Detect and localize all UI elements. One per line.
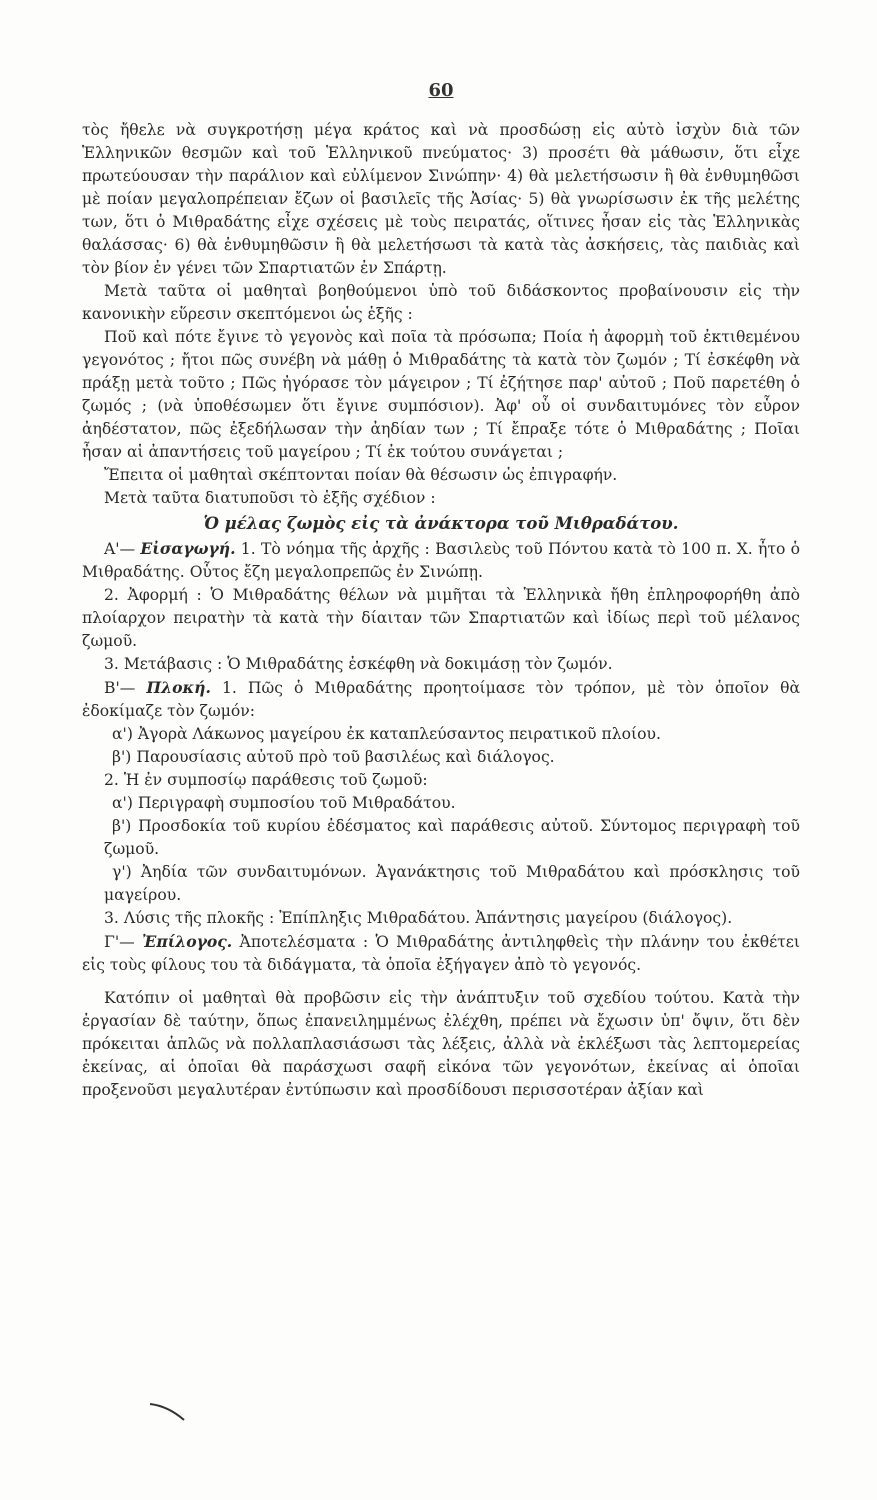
section-c-label: Γ'— bbox=[104, 933, 143, 951]
paragraph-method: Μετὰ ταῦτα οἱ μαθηταὶ βοηθούμενοι ὑπὸ τοῦ διδάσκοντος προβαίνουσιν εἰς τὴν κανονικὴν εὕρεσιν σκεπτόμενοι ὡς ἑξῆς : bbox=[82, 282, 800, 323]
section-a-item-2: 2. Ἀφορμή : Ὁ Μιθραδάτης θέλων νὰ μιμῆται τὰ Ἑλληνικὰ ἤθη ἐπληροφορήθη ἀπὸ πλοίαρχον πειρατὴν τὰ κατὰ τὴν δίαιταν τῶν Σπαρτιατῶν καὶ ἰδίως περὶ τοῦ μέλανος ζωμοῦ. bbox=[82, 586, 800, 650]
section-b-item-2: 2. Ἡ ἐν συμποσίῳ παράθεσις τοῦ ζωμοῦ: bbox=[104, 771, 428, 789]
outline-heading: Ὁ μέλας ζωμὸς εἰς τὰ ἀνάκτορα τοῦ Μιθραδάτου. bbox=[203, 514, 679, 533]
section-c-text: Ἀποτελέσματα : Ὁ Μιθραδάτης ἀντιληφθεὶς τὴν πλάνην του ἐκθέτει εἰς τοὺς φίλους του τὰ διδάγματα, τὰ ὁποῖα ἐξήγαγεν ἀπὸ τὸ γεγονός. bbox=[82, 933, 800, 974]
section-b bbox=[82, 676, 800, 723]
paragraph-intro: τὸς ἤθελε νὰ συγκροτήσῃ μέγα κράτος καὶ νὰ προσδώσῃ εἰς αὐτὸ ἰσχὺν διὰ τῶν Ἑλληνικῶν θεσμῶν καὶ τοῦ Ἑλληνικοῦ πνεύματος· 3) προσέτι θὰ μάθωσιν, ὅτι εἶχε πρωτεύουσαν τὴν παράλιον καὶ εὐλίμενον Σινώπην· 4) θὰ μελετήσωσιν ἢ θὰ ἐνθυμηθῶσι μὲ ποίαν μεγαλοπρέπειαν ἔζων οἱ βασιλεῖς τῆς Ἀσίας· 5) θὰ γνωρίσωσιν ἐκ τῆς μελέτης των, ὅτι ὁ Μιθραδάτης εἶχε σχέσεις μὲ τοὺς πειρατάς, οἵτινες ἦσαν εἰς τὰς Ἑλληνικὰς θαλάσσας· 6) θὰ ἐνθυμηθῶσιν ἢ θὰ μελετήσωσι τὰ κατὰ τὰς ἀσκήσεις, τὰς παιδιὰς καὶ τὸν βίον ἐν γένει τῶν Σπαρτιατῶν ἐν Σπάρτῃ. bbox=[82, 121, 800, 277]
paragraph-title-choice: Ἔπειτα οἱ μαθηταὶ σκέπτονται ποίαν θὰ θέσωσιν ὡς ἐπιγραφήν. bbox=[104, 466, 618, 484]
pen-stroke-mark bbox=[148, 1400, 188, 1422]
section-b-item-1b: β') Παρουσίασις αὐτοῦ πρὸ τοῦ βασιλέως καὶ διάλογος. bbox=[112, 748, 555, 766]
paragraph-questions: Ποῦ καὶ πότε ἔγινε τὸ γεγονὸς καὶ ποῖα τὰ πρόσωπα; Ποία ἡ ἀφορμὴ τοῦ ἐκτιθεμένου γεγονότος ; ἤτοι πῶς συνέβη νὰ μάθῃ ὁ Μιθραδάτης τὰ κατὰ τὸν ζωμόν ; Τί ἐσκέφθη νὰ πράξῃ μετὰ τοῦτο ; Πῶς ἠγόρασε τὸν μάγειρον ; Τί ἐζήτησε παρ' αὐτοῦ ; Ποῦ παρετέθη ὁ ζωμός ; (νὰ ὑποθέσωμεν ὅτι ἔγινε συμπόσιον). Ἀφ' οὗ οἱ συνδαιτυμόνες τὸν εὗρον ἀηδέστατον, πῶς ἐξεδήλωσαν τὴν ἀηδίαν των ; Τί ἔπραξε τότε ὁ Μιθραδάτης ; Ποῖαι ἦσαν αἱ ἀπαντήσεις τοῦ μαγείρου ; Τί ἐκ τούτου συνάγεται ; bbox=[82, 328, 800, 461]
section-a bbox=[82, 537, 800, 584]
spacer bbox=[82, 977, 800, 987]
section-b-label: Β'— bbox=[104, 679, 147, 697]
section-b-item-2a: α') Περιγραφὴ συμποσίου τοῦ Μιθραδάτου. bbox=[112, 794, 456, 812]
section-c-title: Ἐπίλογος. bbox=[142, 932, 233, 951]
section-c bbox=[82, 930, 800, 977]
section-b-title: Πλοκή. bbox=[146, 678, 211, 697]
page-number: 60 bbox=[428, 80, 454, 101]
paragraph-outline-intro: Μετὰ ταῦτα διατυποῦσι τὸ ἑξῆς σχέδιον : bbox=[104, 489, 436, 507]
section-b-item-2c: γ') Ἀηδία τῶν συνδαιτυμόνων. Ἀγανάκτησις τοῦ Μιθραδάτου καὶ πρόσκλησις τοῦ μαγείρου. bbox=[104, 863, 800, 904]
document-page bbox=[82, 80, 800, 1102]
section-a-title: Εἰσαγωγή. bbox=[140, 539, 236, 558]
section-b-text: 1. Πῶς ὁ Μιθραδάτης προητοίμασε τὸν τρόπον, μὲ τὸν ὁποῖον θὰ ἐδοκίμαζε τὸν ζωμόν: bbox=[82, 679, 801, 720]
section-b-item-1a: α') Ἀγορὰ Λάκωνος μαγείρου ἐκ καταπλεύσαντος πειρατικοῦ πλοίου. bbox=[112, 725, 661, 743]
section-a-item-3: 3. Μετάβασις : Ὁ Μιθραδάτης ἐσκέφθη νὰ δοκιμάσῃ τὸν ζωμόν. bbox=[104, 655, 613, 673]
section-a-text: 1. Τὸ νόημα τῆς ἀρχῆς : Βασιλεὺς τοῦ Πόντου κατὰ τὸ 100 π. Χ. ἦτο ὁ Μιθραδάτης. Οὗτος ἔζη μεγαλοπρεπῶς ἐν Σινώπῃ. bbox=[82, 540, 800, 581]
section-a-label: Α'— bbox=[104, 540, 141, 558]
section-b-item-3: 3. Λύσις τῆς πλοκῆς : Ἐπίπληξις Μιθραδάτου. Ἀπάντησις μαγείρου (διάλογος). bbox=[104, 909, 733, 927]
paragraph-final: Κατόπιν οἱ μαθηταὶ θὰ προβῶσιν εἰς τὴν ἀνάπτυξιν τοῦ σχεδίου τούτου. Κατὰ τὴν ἐργασίαν δὲ ταύτην, ὅπως ἐπανειλημμένως ἐλέχθη, πρέπει νὰ ἔχωσιν ὑπ' ὄψιν, ὅτι δὲν πρόκειται ἁπλῶς νὰ πολλαπλασιάσωσι τὰς λέξεις, ἀλλὰ νὰ ἐκλέξωσι τὰς λεπτομερείας ἐκείνας, αἱ ὁποῖαι θὰ παράσχωσι σαφῆ εἰκόνα τῶν γεγονότων, ἐκείνας αἱ ὁποῖαι προξενοῦσι μεγαλυτέραν ἐντύπωσιν καὶ προσδίδουσι περισσοτέραν ἀξίαν καὶ bbox=[82, 989, 800, 1099]
section-b-item-2b: β') Προσδοκία τοῦ κυρίου ἐδέσματος καὶ παράθεσις αὐτοῦ. Σύντομος περιγραφὴ τοῦ ζωμοῦ. bbox=[104, 817, 800, 858]
